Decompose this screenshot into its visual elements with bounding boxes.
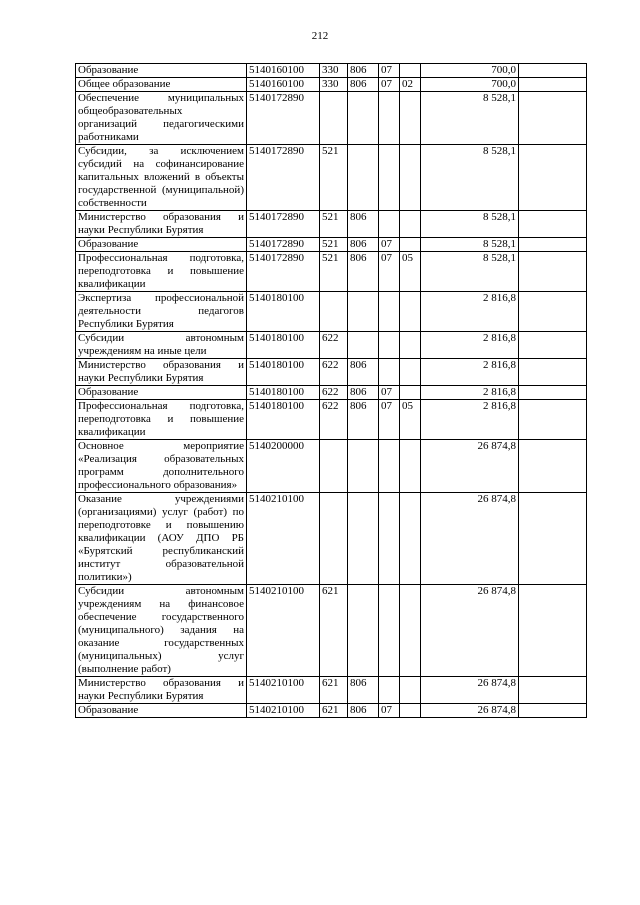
subsection-code bbox=[400, 92, 421, 145]
subsection-code bbox=[400, 493, 421, 585]
section-code: 07 bbox=[379, 64, 400, 78]
row-name: Образование bbox=[76, 238, 247, 252]
target-article-code: 5140172890 bbox=[247, 92, 320, 145]
target-article-code: 5140160100 bbox=[247, 78, 320, 92]
page-number: 212 bbox=[311, 30, 329, 42]
table-row bbox=[76, 585, 587, 677]
expense-type-code: 621 bbox=[320, 585, 348, 677]
amount: 2 816,8 bbox=[421, 332, 519, 359]
amount: 2 816,8 bbox=[421, 400, 519, 440]
section-code bbox=[379, 92, 400, 145]
administrator-code bbox=[348, 493, 379, 585]
amount: 700,0 bbox=[421, 64, 519, 78]
amount: 26 874,8 bbox=[421, 677, 519, 704]
administrator-code: 806 bbox=[348, 252, 379, 292]
section-code bbox=[379, 677, 400, 704]
row-name: Профессиональная подготовка, переподготовка и повышение квалификации bbox=[76, 252, 247, 292]
table-row bbox=[76, 92, 587, 145]
section-code: 07 bbox=[379, 704, 400, 718]
subsection-code bbox=[400, 332, 421, 359]
row-name: Оказание учреждениями (организациями) услуг (работ) по переподготовке и повышению квалификации (АОУ ДПО РБ «Бурятский республиканский институт образовательной политики») bbox=[76, 493, 247, 585]
empty-cell bbox=[519, 332, 587, 359]
administrator-code: 806 bbox=[348, 64, 379, 78]
administrator-code: 806 bbox=[348, 677, 379, 704]
section-code bbox=[379, 292, 400, 332]
empty-cell bbox=[519, 64, 587, 78]
section-code bbox=[379, 440, 400, 493]
subsection-code bbox=[400, 145, 421, 211]
amount: 26 874,8 bbox=[421, 585, 519, 677]
amount: 2 816,8 bbox=[421, 359, 519, 386]
row-name: Образование bbox=[76, 64, 247, 78]
administrator-code bbox=[348, 292, 379, 332]
table-row bbox=[76, 292, 587, 332]
table-row bbox=[76, 400, 587, 440]
row-name: Министерство образования и науки Республики Бурятия bbox=[76, 211, 247, 238]
table-row bbox=[76, 332, 587, 359]
expense-type-code: 622 bbox=[320, 386, 348, 400]
target-article-code: 5140172890 bbox=[247, 238, 320, 252]
section-code: 07 bbox=[379, 238, 400, 252]
target-article-code: 5140210100 bbox=[247, 493, 320, 585]
administrator-code: 806 bbox=[348, 78, 379, 92]
table-row bbox=[76, 677, 587, 704]
amount: 26 874,8 bbox=[421, 704, 519, 718]
section-code: 07 bbox=[379, 252, 400, 292]
section-code bbox=[379, 145, 400, 211]
subsection-code bbox=[400, 585, 421, 677]
expense-type-code: 521 bbox=[320, 145, 348, 211]
subsection-code: 05 bbox=[400, 400, 421, 440]
amount: 8 528,1 bbox=[421, 92, 519, 145]
administrator-code: 806 bbox=[348, 359, 379, 386]
section-code bbox=[379, 332, 400, 359]
administrator-code bbox=[348, 585, 379, 677]
table-row bbox=[76, 238, 587, 252]
subsection-code bbox=[400, 211, 421, 238]
administrator-code: 806 bbox=[348, 400, 379, 440]
expense-type-code bbox=[320, 292, 348, 332]
amount: 8 528,1 bbox=[421, 238, 519, 252]
expense-type-code: 521 bbox=[320, 238, 348, 252]
empty-cell bbox=[519, 78, 587, 92]
expense-type-code: 330 bbox=[320, 64, 348, 78]
subsection-code bbox=[400, 677, 421, 704]
administrator-code: 806 bbox=[348, 704, 379, 718]
target-article-code: 5140210100 bbox=[247, 585, 320, 677]
empty-cell bbox=[519, 92, 587, 145]
target-article-code: 5140210100 bbox=[247, 704, 320, 718]
subsection-code bbox=[400, 440, 421, 493]
row-name: Образование bbox=[76, 704, 247, 718]
target-article-code: 5140160100 bbox=[247, 64, 320, 78]
amount: 26 874,8 bbox=[421, 440, 519, 493]
subsection-code bbox=[400, 238, 421, 252]
row-name: Субсидии автономным учреждениям на иные цели bbox=[76, 332, 247, 359]
expense-type-code: 622 bbox=[320, 359, 348, 386]
empty-cell bbox=[519, 440, 587, 493]
section-code bbox=[379, 211, 400, 238]
empty-cell bbox=[519, 400, 587, 440]
empty-cell bbox=[519, 211, 587, 238]
table-row bbox=[76, 64, 587, 78]
row-name: Субсидии автономным учреждениям на финансовое обеспечение государственного (муниципального) задания на оказание государственных (муниципальных) услуг (выполнение работ) bbox=[76, 585, 247, 677]
table-row bbox=[76, 252, 587, 292]
target-article-code: 5140180100 bbox=[247, 292, 320, 332]
section-code bbox=[379, 493, 400, 585]
table-row bbox=[76, 359, 587, 386]
row-name: Экспертиза профессиональной деятельности педагогов Республики Бурятия bbox=[76, 292, 247, 332]
expense-type-code bbox=[320, 493, 348, 585]
empty-cell bbox=[519, 359, 587, 386]
table-row bbox=[76, 211, 587, 238]
empty-cell bbox=[519, 493, 587, 585]
subsection-code bbox=[400, 704, 421, 718]
subsection-code bbox=[400, 386, 421, 400]
target-article-code: 5140180100 bbox=[247, 386, 320, 400]
target-article-code: 5140172890 bbox=[247, 252, 320, 292]
table-row bbox=[76, 145, 587, 211]
row-name: Профессиональная подготовка, переподготовка и повышение квалификации bbox=[76, 400, 247, 440]
subsection-code: 05 bbox=[400, 252, 421, 292]
empty-cell bbox=[519, 238, 587, 252]
amount: 8 528,1 bbox=[421, 252, 519, 292]
target-article-code: 5140180100 bbox=[247, 359, 320, 386]
amount: 26 874,8 bbox=[421, 493, 519, 585]
subsection-code bbox=[400, 359, 421, 386]
empty-cell bbox=[519, 252, 587, 292]
administrator-code bbox=[348, 440, 379, 493]
table-row bbox=[76, 440, 587, 493]
empty-cell bbox=[519, 704, 587, 718]
subsection-code bbox=[400, 64, 421, 78]
expense-type-code: 521 bbox=[320, 211, 348, 238]
row-name: Образование bbox=[76, 386, 247, 400]
row-name: Министерство образования и науки Республики Бурятия bbox=[76, 359, 247, 386]
budget-table bbox=[75, 63, 587, 718]
target-article-code: 5140180100 bbox=[247, 400, 320, 440]
section-code: 07 bbox=[379, 78, 400, 92]
subsection-code bbox=[400, 292, 421, 332]
amount: 8 528,1 bbox=[421, 211, 519, 238]
row-name: Основное мероприятие «Реализация образовательных программ дополнительного профессионального образования» bbox=[76, 440, 247, 493]
empty-cell bbox=[519, 145, 587, 211]
empty-cell bbox=[519, 386, 587, 400]
expense-type-code: 330 bbox=[320, 78, 348, 92]
expense-type-code bbox=[320, 92, 348, 145]
amount: 8 528,1 bbox=[421, 145, 519, 211]
table-row bbox=[76, 386, 587, 400]
section-code bbox=[379, 359, 400, 386]
section-code bbox=[379, 585, 400, 677]
row-name: Обеспечение муниципальных общеобразовательных организаций педагогическими работниками bbox=[76, 92, 247, 145]
row-name: Министерство образования и науки Республики Бурятия bbox=[76, 677, 247, 704]
table-row bbox=[76, 78, 587, 92]
row-name: Субсидии, за исключением субсидий на софинансирование капитальных вложений в объекты государственной (муниципальной) собственности bbox=[76, 145, 247, 211]
target-article-code: 5140210100 bbox=[247, 677, 320, 704]
empty-cell bbox=[519, 677, 587, 704]
row-name: Общее образование bbox=[76, 78, 247, 92]
target-article-code: 5140172890 bbox=[247, 145, 320, 211]
administrator-code bbox=[348, 332, 379, 359]
empty-cell bbox=[519, 585, 587, 677]
expense-type-code: 622 bbox=[320, 400, 348, 440]
section-code: 07 bbox=[379, 400, 400, 440]
administrator-code: 806 bbox=[348, 386, 379, 400]
empty-cell bbox=[519, 292, 587, 332]
expense-type-code: 621 bbox=[320, 677, 348, 704]
expense-type-code: 621 bbox=[320, 704, 348, 718]
expense-type-code: 622 bbox=[320, 332, 348, 359]
administrator-code: 806 bbox=[348, 238, 379, 252]
target-article-code: 5140172890 bbox=[247, 211, 320, 238]
table-row bbox=[76, 704, 587, 718]
amount: 2 816,8 bbox=[421, 386, 519, 400]
expense-type-code: 521 bbox=[320, 252, 348, 292]
administrator-code bbox=[348, 145, 379, 211]
table-row bbox=[76, 493, 587, 585]
subsection-code: 02 bbox=[400, 78, 421, 92]
administrator-code bbox=[348, 92, 379, 145]
section-code: 07 bbox=[379, 386, 400, 400]
amount: 700,0 bbox=[421, 78, 519, 92]
target-article-code: 5140180100 bbox=[247, 332, 320, 359]
administrator-code: 806 bbox=[348, 211, 379, 238]
target-article-code: 5140200000 bbox=[247, 440, 320, 493]
amount: 2 816,8 bbox=[421, 292, 519, 332]
expense-type-code bbox=[320, 440, 348, 493]
